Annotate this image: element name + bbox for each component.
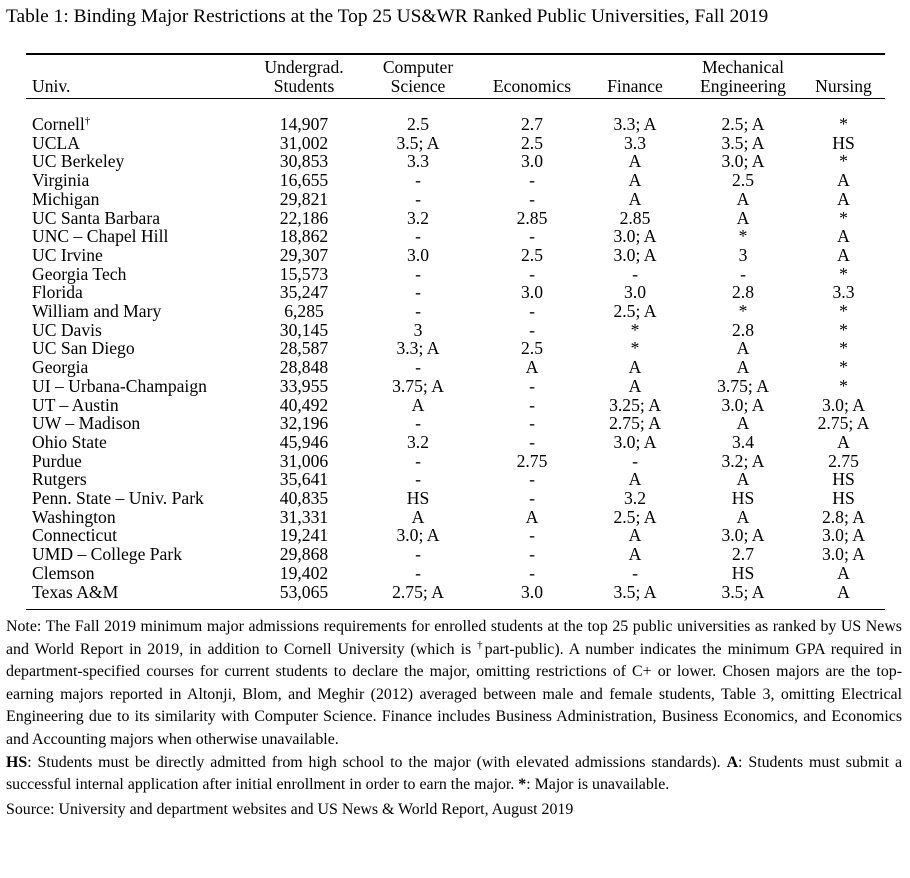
finance-cell: A (628, 170, 642, 191)
students-cell: 29,821 (279, 188, 329, 209)
economics-cell: - (529, 413, 535, 434)
header-nursing: Nursing (815, 75, 872, 96)
finance-cell: - (632, 450, 638, 471)
table-row (26, 95, 885, 134)
header-finance: Finance (607, 75, 663, 96)
mechanical-engineering-cell: - (740, 263, 746, 284)
students-cell: 53,065 (279, 581, 329, 602)
note-paragraph: Note: The Fall 2019 minimum major admissions requirements for enrolled students at the top 25 public universities as ranked by US News and World Report in 2019, in addition to Cornell University (which is †part-public). A number indicates the minimum GPA required in department-specified courses for current students to declare the major, omitting restrictions of C+ or lower. Chosen majors are the top-earning majors reported in Altonji, Blom, and Meghir (2012) averaged between male and female students, Table 3, omitting Electrical Engineering due to its similarity with Computer Science. Finance includes Business Administration, Business Economics, and Economics and Accounting majors when otherwise unavailable. (6, 618, 903, 748)
computer-science-cell: - (415, 282, 421, 303)
finance-cell: A (628, 525, 642, 546)
economics-cell: 3.0 (521, 151, 543, 172)
students-cell: 19,402 (279, 562, 329, 583)
computer-science-cell: 3.5; A (396, 132, 440, 153)
table-row (26, 265, 885, 284)
restrictions-table (26, 57, 885, 601)
students-cell: 28,587 (279, 338, 329, 359)
economics-cell: - (529, 469, 535, 490)
university-cell: UI – Urbana-Champaign (32, 375, 207, 396)
table-row (26, 321, 885, 340)
mechanical-engineering-cell: 3.0; A (721, 394, 765, 415)
mechanical-engineering-cell: 2.5 (732, 170, 754, 191)
computer-science-cell: - (415, 226, 421, 247)
economics-cell: - (529, 375, 535, 396)
mechanical-engineering-cell: 3.5; A (721, 581, 765, 602)
computer-science-cell: - (415, 301, 421, 322)
nursing-cell: 2.75; A (817, 413, 870, 434)
university-cell: Rutgers (32, 469, 87, 490)
table-row (26, 470, 885, 489)
economics-cell: - (529, 394, 535, 415)
finance-cell: 3.25; A (609, 394, 661, 415)
finance-cell: 3.0; A (613, 244, 657, 265)
computer-science-cell: - (415, 263, 421, 284)
students-cell: 45,946 (279, 431, 329, 452)
table-row (26, 545, 885, 564)
mechanical-engineering-cell: 3 (738, 244, 748, 265)
table-row (26, 377, 885, 396)
university-cell: Georgia Tech (32, 263, 127, 284)
nursing-cell: 3.0; A (821, 544, 865, 565)
nursing-cell: * (839, 301, 848, 322)
table-row (26, 489, 885, 508)
students-cell: 14,907 (279, 114, 329, 134)
university-cell: Texas A&M (32, 581, 119, 602)
economics-cell: 2.5 (521, 338, 543, 359)
finance-cell: - (632, 562, 638, 583)
mechanical-engineering-cell: 2.8 (732, 319, 754, 340)
university-cell: UC Irvine (32, 244, 103, 265)
legend-star-key: * (518, 776, 527, 794)
university-cell: UC Davis (32, 319, 102, 340)
students-cell: 35,247 (279, 282, 329, 303)
economics-cell: 2.75 (516, 450, 548, 471)
computer-science-cell: - (415, 357, 421, 378)
students-cell: 40,492 (279, 394, 329, 415)
economics-cell: - (529, 544, 535, 565)
students-cell: 35,641 (279, 469, 329, 490)
finance-cell: 2.75; A (609, 413, 661, 434)
legend-paragraph: HS: Students must be directly admitted from high school to the major (with elevated admissions standards). A: Students must submit a successful internal application after initial enrollment in order to earn the major. *: Major is unavailable. (6, 753, 902, 794)
nursing-cell: * (839, 114, 848, 134)
computer-science-cell: A (411, 506, 425, 527)
table-row (26, 171, 885, 190)
mechanical-engineering-cell: A (736, 188, 750, 209)
header-students: Undergrad. Students (264, 57, 344, 96)
computer-science-cell: 3.2 (407, 431, 429, 452)
header-univ: Univ. (32, 75, 71, 96)
nursing-cell: A (837, 581, 850, 602)
economics-cell: - (529, 525, 535, 546)
economics-cell: 2.5 (521, 132, 543, 153)
university-cell: UW – Madison (32, 413, 141, 434)
university-cell: Purdue (32, 450, 82, 471)
table-row (26, 246, 885, 265)
finance-cell: * (630, 319, 640, 340)
students-cell: 29,307 (279, 244, 329, 265)
university-cell: Washington (32, 506, 116, 527)
computer-science-cell: - (415, 469, 421, 490)
economics-cell: - (529, 562, 535, 583)
nursing-cell: * (839, 375, 848, 396)
students-cell: 30,853 (279, 151, 329, 172)
mechanical-engineering-cell: * (738, 301, 748, 322)
table-row (26, 414, 885, 433)
mechanical-engineering-cell: A (736, 469, 750, 490)
nursing-cell: 2.8; A (821, 506, 865, 527)
students-cell: 6,285 (284, 301, 324, 322)
university-cell: UC Santa Barbara (32, 207, 161, 228)
students-cell: 16,655 (279, 170, 329, 191)
computer-science-cell: - (415, 188, 421, 209)
finance-cell: * (630, 338, 640, 359)
mechanical-engineering-cell: A (736, 357, 750, 378)
university-cell: UT – Austin (32, 394, 119, 415)
finance-cell: A (628, 151, 642, 172)
header-computer-science: Computer Science (382, 57, 454, 96)
students-cell: 15,573 (279, 263, 329, 284)
computer-science-cell: 3.2 (407, 207, 429, 228)
finance-cell: 2.5; A (613, 301, 657, 322)
computer-science-cell: 3.75; A (392, 375, 444, 396)
university-cell: Cornell† (32, 114, 91, 134)
nursing-cell: HS (832, 469, 855, 490)
finance-cell: A (628, 357, 642, 378)
students-cell: 29,868 (279, 544, 329, 565)
top-rule (26, 53, 885, 55)
nursing-cell: 3.3 (832, 282, 855, 303)
finance-cell: 2.85 (619, 207, 651, 228)
economics-cell: - (529, 263, 535, 284)
nursing-cell: 2.75 (828, 450, 859, 471)
computer-science-cell: A (411, 394, 425, 415)
students-cell: 32,196 (279, 413, 329, 434)
table-row (26, 190, 885, 209)
university-cell: UC Berkeley (32, 151, 125, 172)
finance-cell: 3.2 (624, 488, 646, 509)
computer-science-cell: - (415, 170, 421, 191)
computer-science-cell: 2.5 (407, 114, 429, 134)
mechanical-engineering-cell: A (736, 506, 750, 527)
finance-cell: - (632, 263, 638, 284)
computer-science-cell: 3 (413, 319, 423, 340)
economics-cell: A (525, 357, 539, 378)
finance-cell: A (628, 544, 642, 565)
table-row (26, 209, 885, 228)
university-cell: Georgia (32, 357, 89, 378)
students-cell: 28,848 (279, 357, 329, 378)
table-notes (6, 616, 902, 821)
source-line: Source: University and department websites and US News & World Report, August 2019 (6, 800, 574, 818)
nursing-cell: A (837, 170, 850, 191)
table-row (26, 283, 885, 302)
nursing-cell: * (839, 357, 848, 378)
table-row (26, 526, 885, 545)
computer-science-cell: - (415, 544, 421, 565)
header-mechanical-engineering: Mechanical Engineering (700, 57, 786, 96)
header-economics: Economics (492, 75, 572, 96)
mechanical-engineering-cell: 3.4 (732, 431, 754, 452)
nursing-cell: A (837, 562, 850, 583)
computer-science-cell: 3.0; A (396, 525, 440, 546)
table-row (26, 583, 885, 602)
economics-cell: - (529, 488, 535, 509)
economics-cell: A (525, 506, 539, 527)
mechanical-engineering-cell: 3.5; A (721, 132, 765, 153)
university-cell: Michigan (32, 188, 100, 209)
students-cell: 22,186 (279, 207, 329, 228)
students-cell: 31,002 (279, 132, 329, 153)
table-row (26, 152, 885, 171)
nursing-cell: A (837, 244, 850, 265)
computer-science-cell: - (415, 562, 421, 583)
table-caption: Table 1: Binding Major Restrictions at the Top 25 US&WR Ranked Public Universities, Fall 2019 (6, 6, 769, 27)
nursing-cell: A (837, 431, 850, 452)
table-row (26, 227, 885, 246)
mechanical-engineering-cell: * (738, 226, 748, 247)
legend-a-key: A (726, 753, 739, 771)
computer-science-cell: - (415, 450, 421, 471)
finance-cell: A (628, 469, 642, 490)
economics-cell: 2.85 (516, 207, 548, 228)
table-body (26, 95, 885, 601)
students-cell: 18,862 (279, 226, 329, 247)
nursing-cell: * (839, 338, 848, 359)
nursing-cell: 3.0; A (821, 525, 865, 546)
economics-cell: - (529, 188, 535, 209)
students-cell: 33,955 (279, 375, 329, 396)
students-cell: 30,145 (279, 319, 329, 340)
mechanical-engineering-cell: 3.0; A (721, 151, 765, 172)
nursing-cell: HS (832, 488, 855, 509)
table-row (26, 433, 885, 452)
bottom-rule (26, 609, 885, 610)
university-cell: William and Mary (32, 301, 162, 322)
university-cell: UC San Diego (32, 338, 135, 359)
mechanical-engineering-cell: A (736, 413, 750, 434)
finance-cell: 2.5; A (613, 506, 657, 527)
nursing-cell: * (839, 207, 848, 228)
university-cell: UCLA (32, 132, 80, 153)
students-cell: 40,835 (279, 488, 329, 509)
mechanical-engineering-cell: 2.8 (732, 282, 754, 303)
mechanical-engineering-cell: A (736, 207, 750, 228)
university-cell: Connecticut (32, 525, 118, 546)
university-cell: Penn. State – Univ. Park (32, 488, 204, 509)
nursing-cell: HS (832, 132, 855, 153)
economics-cell: - (529, 431, 535, 452)
finance-cell: 3.5; A (613, 581, 657, 602)
mechanical-engineering-cell: HS (731, 488, 755, 509)
economics-cell: 2.7 (521, 114, 543, 134)
economics-cell: - (529, 319, 535, 340)
computer-science-cell: 3.0 (407, 244, 429, 265)
table-row (26, 564, 885, 583)
mechanical-engineering-cell: 2.7 (732, 544, 754, 565)
nursing-cell: * (839, 319, 848, 340)
university-cell: Florida (32, 282, 83, 303)
computer-science-cell: - (415, 413, 421, 434)
students-cell: 31,006 (279, 450, 329, 471)
legend-hs-key: HS (6, 753, 28, 771)
table-row (26, 134, 885, 153)
university-cell: Clemson (32, 562, 95, 583)
students-cell: 19,241 (279, 525, 329, 546)
economics-cell: 3.0 (521, 581, 543, 602)
mechanical-engineering-cell: A (736, 338, 750, 359)
table-row (26, 508, 885, 527)
finance-cell: 3.0; A (613, 431, 657, 452)
finance-cell: 3.3; A (613, 114, 657, 134)
finance-cell: A (628, 375, 642, 396)
university-cell: UNC – Chapel Hill (32, 226, 169, 247)
economics-cell: - (529, 226, 535, 247)
finance-cell: 3.3 (624, 132, 646, 153)
finance-cell: A (628, 188, 642, 209)
computer-science-cell: HS (406, 488, 430, 509)
nursing-cell: * (839, 151, 848, 172)
nursing-cell: A (837, 188, 850, 209)
nursing-cell: * (839, 263, 848, 284)
mechanical-engineering-cell: 3.2; A (721, 450, 765, 471)
students-cell: 31,331 (279, 506, 329, 527)
university-cell: Ohio State (32, 431, 107, 452)
table-row (26, 358, 885, 377)
table-row (26, 396, 885, 415)
computer-science-cell: 3.3 (407, 151, 429, 172)
table-row (26, 302, 885, 321)
finance-cell: 3.0; A (613, 226, 657, 247)
economics-cell: - (529, 170, 535, 191)
university-cell: Virginia (32, 170, 90, 191)
mechanical-engineering-cell: HS (731, 562, 755, 583)
economics-cell: 2.5 (521, 244, 543, 265)
table-row (26, 452, 885, 471)
university-cell: UMD – College Park (32, 544, 183, 565)
table-header-row (26, 57, 885, 95)
mechanical-engineering-cell: 3.75; A (717, 375, 769, 396)
mechanical-engineering-cell: 2.5; A (721, 114, 765, 134)
nursing-cell: A (837, 226, 850, 247)
finance-cell: 3.0 (624, 282, 646, 303)
nursing-cell: 3.0; A (821, 394, 865, 415)
computer-science-cell: 3.3; A (396, 338, 440, 359)
table-row (26, 339, 885, 358)
computer-science-cell: 2.75; A (392, 581, 444, 602)
mechanical-engineering-cell: 3.0; A (721, 525, 765, 546)
economics-cell: - (529, 301, 535, 322)
economics-cell: 3.0 (521, 282, 543, 303)
